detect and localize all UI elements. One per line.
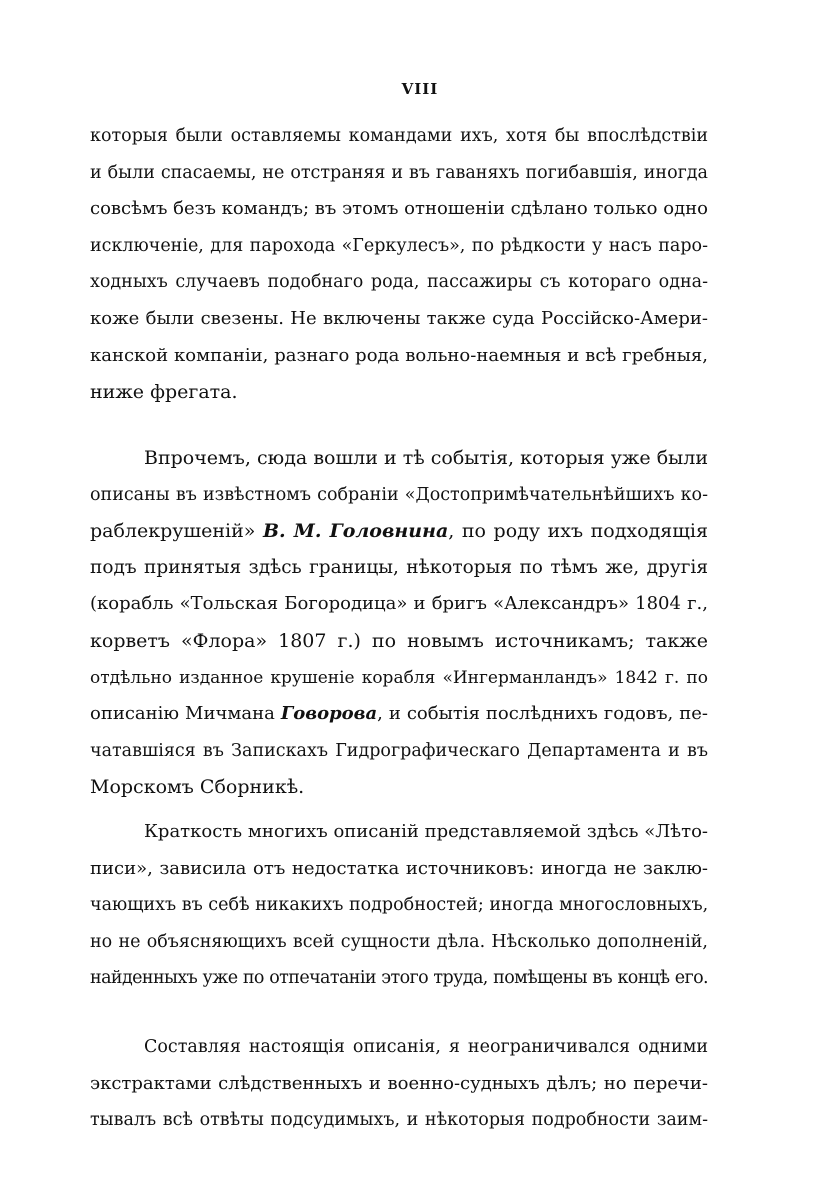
text-line: ниже фрегата. bbox=[90, 381, 238, 404]
paragraph-3 bbox=[90, 814, 708, 997]
text-line: (корабль «Тольская Богородица» и бригъ «Александръ» 1804 г., bbox=[90, 593, 708, 615]
text-fragment: описанію Мичмана bbox=[90, 703, 275, 725]
text-line: которыя были оставляемы командами ихъ, хотя бы впослѣдствіи bbox=[90, 126, 708, 146]
text-line: канской компаніи, разнаго рода вольно-наемныя и всѣ гребныя, bbox=[90, 344, 708, 366]
text-line: корветъ «Флора» 1807 г.) по новымъ источникамъ; также bbox=[90, 629, 708, 652]
page-number: VIII bbox=[401, 80, 439, 98]
author-name-govorov: Говорова bbox=[280, 703, 378, 725]
text-line: отдѣльно изданное крушеніе корабля «Ингерманландъ» 1842 г. по bbox=[90, 667, 708, 688]
text-line: Составляя настоящія описанія, я неограничивался одними bbox=[144, 1037, 708, 1057]
text-line: но не объясняющихъ всей сущности дѣла. Нѣсколько дополненій, bbox=[90, 931, 708, 952]
text-line: описаны въ извѣстномъ собраніи «Достопримѣчательнѣйшихъ ко- bbox=[90, 484, 708, 505]
paragraph-2 bbox=[90, 440, 708, 806]
text-fragment: , по роду ихъ подходящія bbox=[448, 520, 708, 543]
text-line: Морскомъ Сборникѣ. bbox=[90, 776, 305, 799]
text-fragment: раблекрушеній» bbox=[90, 520, 256, 543]
text-line bbox=[90, 696, 708, 733]
text-line: коже были свезены. Не включены также суда Россійско-Амери- bbox=[90, 307, 708, 329]
text-line: писи», зависила отъ недостатка источниковъ: иногда не заклю- bbox=[90, 857, 708, 879]
text-line: чатавшіяся въ Запискахъ Гидрографическаго Департамента и въ bbox=[90, 740, 708, 761]
author-name-golovnin: В. М. Головнина bbox=[262, 520, 449, 543]
text-line: Краткость многихъ описаній представляемой здѣсь «Лѣто- bbox=[144, 821, 708, 842]
text-line: исключеніе, для парохода «Геркулесъ», по рѣдкости у насъ паро- bbox=[90, 235, 708, 256]
paragraph-1 bbox=[90, 118, 708, 411]
text-line: чающихъ въ себѣ никакихъ подробностей; иногда многословныхъ, bbox=[90, 895, 708, 916]
text-fragment: , и событія послѣднихъ годовъ, пе- bbox=[377, 703, 708, 725]
text-line: найденныхъ уже по отпечатаніи этого труда, помѣщены въ концѣ его. bbox=[90, 968, 708, 989]
text-line: экстрактами слѣдственныхъ и военно-судныхъ дѣлъ; но перечи- bbox=[90, 1072, 708, 1094]
text-line: и были спасаемы, не отстраняя и въ гаваняхъ погибавшія, иногда bbox=[90, 162, 708, 183]
text-line: Впрочемъ, сюда вошли и тѣ событія, которыя уже были bbox=[144, 447, 708, 469]
text-line bbox=[90, 513, 708, 550]
text-line: ходныхъ случаевъ подобнаго рода, пассажиры съ котораго одна- bbox=[90, 272, 708, 293]
text-line: подъ принятыя здѣсь границы, нѣкоторыя по тѣмъ же, другія bbox=[90, 556, 708, 578]
text-line: тывалъ всѣ отвѣты подсудимыхъ, и нѣкоторыя подробности заим- bbox=[90, 1110, 708, 1131]
text-line: совсѣмъ безъ командъ; въ этомъ отношеніи сдѣлано только одно bbox=[90, 198, 708, 220]
paragraph-4 bbox=[90, 1029, 708, 1139]
